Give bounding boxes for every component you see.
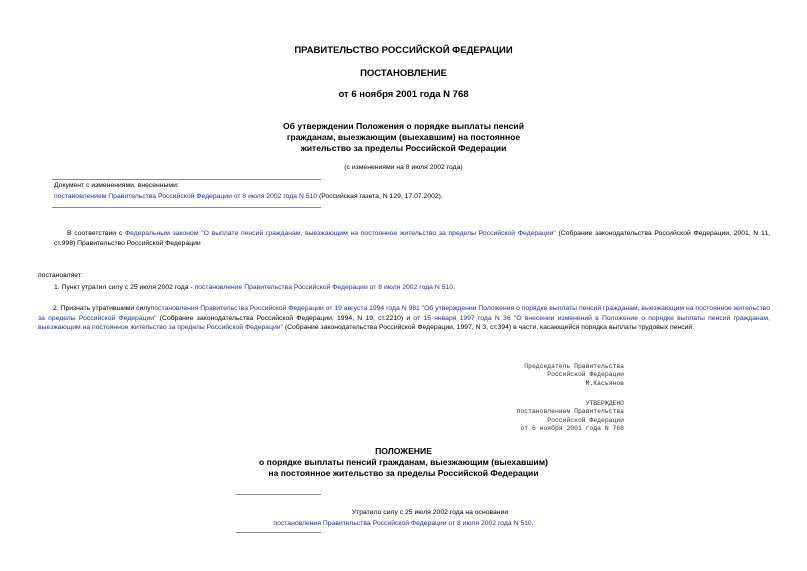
title-line-3: жительство за пределы Российской Федерации — [300, 143, 507, 153]
signature-line-2: Российской Федерации — [547, 371, 624, 379]
lapsed-text: Утратило силу с 25 июля 2002 года на основании — [351, 509, 509, 516]
item-1-link[interactable]: постановление Правительства Российской Федерации от 8 июля 2002 года N 510 — [194, 284, 453, 291]
title-line-1: Об утверждении Положения о порядке выплаты пенсий — [282, 121, 524, 131]
doc-title — [0, 121, 807, 154]
approved-line-3: Российской Федерации — [547, 416, 624, 424]
doc-type: ПОСТАНОВЛЕНИЕ — [360, 68, 447, 79]
regulation-title: ПОЛОЖЕНИЕ — [375, 446, 432, 456]
preamble-suffix: (Собрание законодательства Российской Федерации, 2001, N 11, ст.998) Правительство Российской Федерации — [54, 230, 771, 247]
approval-block — [517, 400, 624, 434]
approved-line-1: УТВЕРЖДЕНО — [585, 400, 624, 407]
amend-box-bottom-rule — [52, 207, 321, 208]
amend-box-intro: Документ с изменениями, внесенными: — [54, 182, 179, 189]
federal-law-link[interactable]: Федеральным законом "О выплате пенсий гражданам, выезжающим на постоянное жительство за пределы Российской Федерации" — [124, 230, 556, 237]
lapsed-bottom-rule — [236, 532, 321, 533]
regulation-line-2: на постоянное жительство за пределы Российской Федерации — [268, 468, 539, 478]
doc-date-number: от 6 ноября 2001 года N 768 — [338, 89, 469, 100]
item-2-text-2: (Собрание законодательства Российской Федерации, 1994, N 19, ст.2210) и — [156, 314, 414, 322]
item-1-end: . — [452, 284, 455, 291]
signature-line-3: М.Касьянов — [585, 379, 624, 387]
item-2-text-3: (Собрание законодательства Российской Федерации, 1997, N 3, ст.394) в части, касающейся порядка выплаты трудовых пенсий. — [282, 324, 695, 332]
preamble-prefix: В соответствии с — [67, 230, 125, 237]
approved-line-2: постановлением Правительства — [516, 408, 624, 416]
item-2-link-1994[interactable]: постановления Правительства Российской Федерации от 19 августа 1994 года N 981 "Об утверждении Положения о порядке выплаты пенсий гражданам, выезжающим на постоянное жительство за пределы Российской Федерации" — [38, 305, 770, 322]
amend-box-top-rule — [52, 179, 321, 180]
signature-line-1: Председатель Правительства — [524, 363, 624, 370]
amended-note: (с изменениями на 8 июля 2002 года) — [344, 164, 463, 171]
title-line-2: гражданам, выезжающим (выехавшим) на постоянное — [286, 132, 521, 142]
amend-box-entry — [54, 192, 443, 202]
lapsed-decree-link[interactable]: постановления Правительства Российской Федерации от 8 июля 2002 года N 510 — [273, 520, 532, 527]
amend-decree-link[interactable]: постановлением Правительства Российской Федерации от 8 июля 2002 года N 510 — [54, 193, 318, 200]
lapsed-end: . — [531, 520, 534, 527]
regulation-line-1: о порядке выплаты пенсий гражданам, выезжающим (выехавшим) — [259, 457, 548, 467]
item-2-text-1: 2. Признать утратившими силу — [53, 305, 151, 312]
lapsed-entry — [0, 519, 807, 529]
item-1-text: 1. Пункт утратил силу с 25 июля 2002 года - — [54, 284, 195, 291]
item-2-link-1997[interactable]: от 15 января 1997 года N 36 "О внесении изменений в Положение о порядке выплаты пенсий гражданам, выезжающим на постоянное жительство за пределы Российской Федерации" — [38, 314, 770, 332]
signature-block — [524, 363, 624, 388]
preamble — [54, 229, 770, 248]
regulation-heading — [0, 446, 807, 479]
item-1 — [54, 283, 455, 293]
item-2 — [38, 304, 770, 333]
amend-source: (Российская газета, N 129, 17.07.2002). — [317, 193, 443, 200]
org-name: ПРАВИТЕЛЬСТВО РОССИЙСКОЙ ФЕДЕРАЦИИ — [294, 45, 513, 56]
lapsed-top-rule — [236, 494, 321, 495]
decides-text: постановляет: — [38, 272, 83, 279]
approved-line-4: от 6 ноября 2001 года N 768 — [520, 425, 624, 433]
